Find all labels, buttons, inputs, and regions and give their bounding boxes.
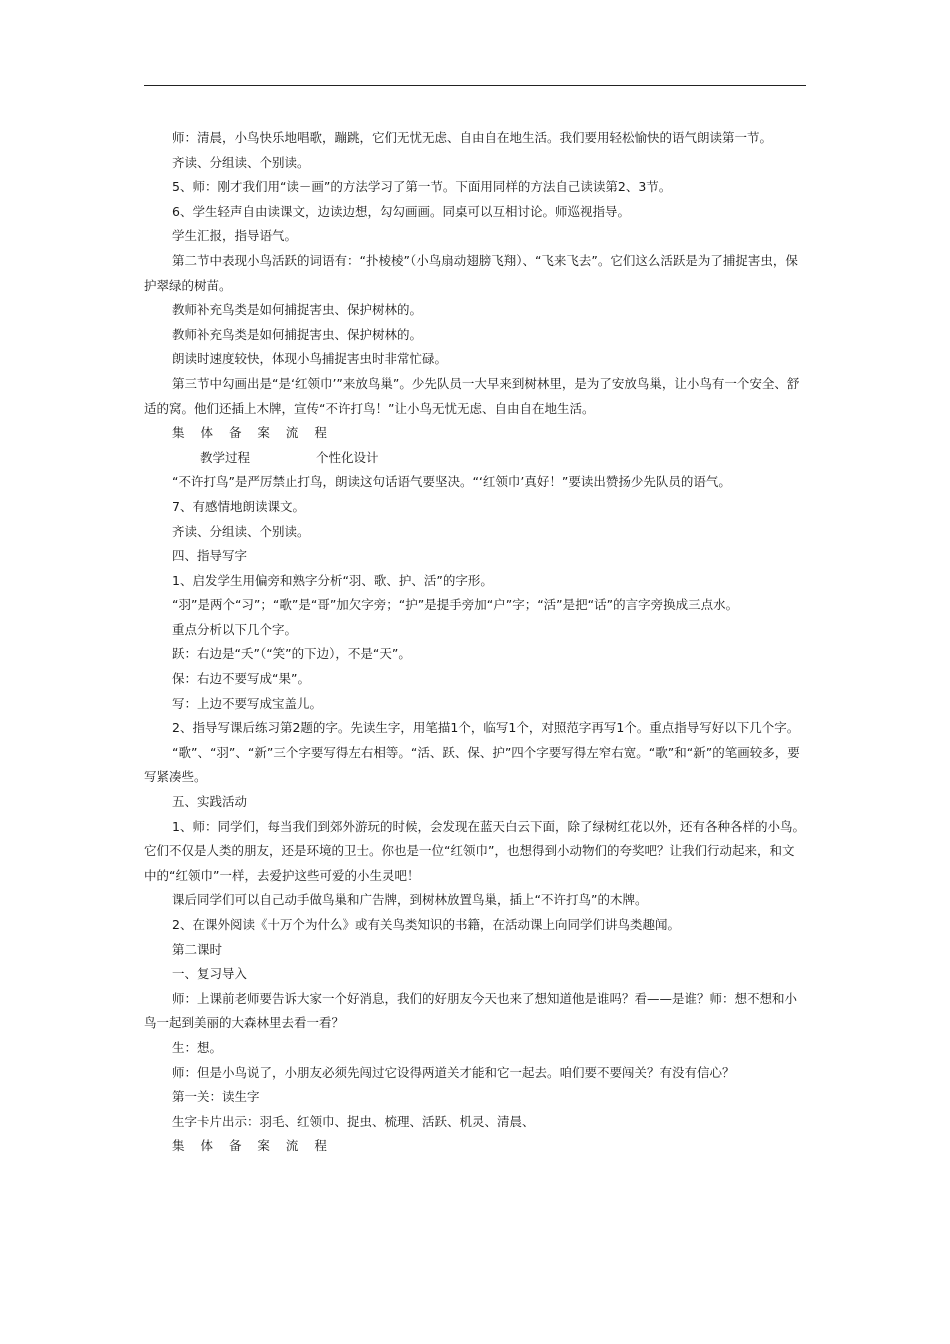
paragraph: 生字卡片出示：羽毛、红领巾、捉虫、梳理、活跃、机灵、清晨、 (172, 1113, 535, 1129)
column-left-label: 教学过程 (200, 449, 251, 465)
paragraph: 五、实践活动 (172, 794, 248, 810)
document-body (144, 126, 806, 1159)
column-headers (144, 446, 806, 471)
paragraph: 一、复习导入 (172, 966, 248, 982)
paragraph: 第二节中表现小鸟活跃的词语有：“扑棱棱”（小鸟扇动翅膀飞翔）、“飞来飞去”。它们这么活跃是为了捕捉害虫，保护翠绿的树苗。 (144, 252, 798, 293)
paragraph: 生：想。 (172, 1039, 223, 1055)
paragraph: 1、师：同学们，每当我们到郊外游玩的时候，会发现在蓝天白云下面，除了绿树红花以外，还有各种各样的小鸟。它们不仅是人类的朋友，还是环境的卫士。你也是一位“红领巾”，也想得到小动物们的夸奖吧？让我们行动起来，和文中的“红领巾”一样，去爱护这些可爱的小生灵吧！ (144, 818, 805, 883)
paragraph: 四、指导写字 (172, 548, 248, 564)
paragraph: 齐读、分组读、个别读。 (172, 523, 310, 539)
paragraph: 保：右边不要写成“果”。 (172, 671, 310, 687)
paragraph: “歌”、“羽”、“新”三个字要写得左右相等。“活、跃、保、护”四个字要写得左窄右宽。“歌”和“新”的笔画较多，要写紧凑些。 (144, 744, 800, 785)
paragraph: 7、有感情地朗读课文。 (172, 498, 305, 514)
section-heading: 集 体 备 案 流 程 (172, 1138, 333, 1154)
paragraph: 5、师：刚才我们用“读－画”的方法学习了第一节。下面用同样的方法自己读读第2、3节。 (172, 179, 672, 195)
paragraph: 师：但是小鸟说了，小朋友必须先闯过它设得两道关才能和它一起去。咱们要不要闯关？有没有信心？ (172, 1064, 735, 1080)
paragraph: 齐读、分组读、个别读。 (172, 154, 310, 170)
header-rule (144, 85, 806, 86)
paragraph: 第三节中勾画出是“是‘红领巾’”来放鸟巢”。少先队员一大早来到树林里，是为了安放鸟巢，让小鸟有一个安全、舒适的窝。他们还插上木牌，宣传“不许打鸟！”让小鸟无忧无虑、自由自在地生活。 (144, 375, 800, 416)
paragraph: 第二课时 (172, 941, 223, 957)
paragraph: 1、启发学生用偏旁和熟字分析“羽、歌、护、活”的字形。 (172, 572, 493, 588)
paragraph: 师：上课前老师要告诉大家一个好消息，我们的好朋友今天也来了想知道他是谁吗？看——是谁？师：想不想和小鸟一起到美丽的大森林里去看一看？ (144, 990, 798, 1031)
paragraph: 课后同学们可以自己动手做鸟巢和广告牌，到树林放置鸟巢，插上“不许打鸟”的木牌。 (172, 892, 648, 908)
paragraph: 跃：右边是“夭”（“笑”的下边），不是“天”。 (172, 646, 411, 662)
paragraph: 朗读时速度较快，体现小鸟捕捉害虫时非常忙碌。 (172, 351, 448, 367)
section-heading: 集 体 备 案 流 程 (172, 425, 333, 441)
paragraph: “不许打鸟”是严厉禁止打鸟，朗读这句话语气要坚决。“‘红领巾’真好！”要读出赞扬少先队员的语气。 (172, 474, 731, 490)
paragraph: 第一关：读生字 (172, 1089, 260, 1105)
paragraph: 6、学生轻声自由读课文，边读边想，勾勾画画。同桌可以互相讨论。师巡视指导。 (172, 203, 630, 219)
paragraph: 师：清晨，小鸟快乐地唱歌，蹦跳，它们无忧无虑、自由自在地生活。我们要用轻松愉快的语气朗读第一节。 (172, 130, 773, 145)
paragraph: 教师补充鸟类是如何捕捉害虫、保护树林的。 (172, 326, 423, 342)
paragraph: 学生汇报，指导语气。 (172, 228, 298, 244)
paragraph: 写：上边不要写成宝盖儿。 (172, 695, 323, 711)
paragraph: “羽”是两个“习”；“歌”是“哥”加欠字旁；“护”是提手旁加“户”字；“活”是把“话”的言字旁换成三点水。 (172, 597, 739, 613)
paragraph: 2、在课外阅读《十万个为什么》或有关鸟类知识的书籍，在活动课上向同学们讲鸟类趣闻。 (172, 917, 680, 932)
paragraph: 教师补充鸟类是如何捕捉害虫、保护树林的。 (172, 302, 423, 318)
paragraph: 重点分析以下几个字。 (172, 621, 298, 637)
paragraph: 2、指导写课后练习第2题的字。先读生字，用笔描1个，临写1个，对照范字再写1个。重点指导写好以下几个字。 (172, 720, 800, 736)
column-right-label: 个性化设计 (316, 449, 379, 465)
